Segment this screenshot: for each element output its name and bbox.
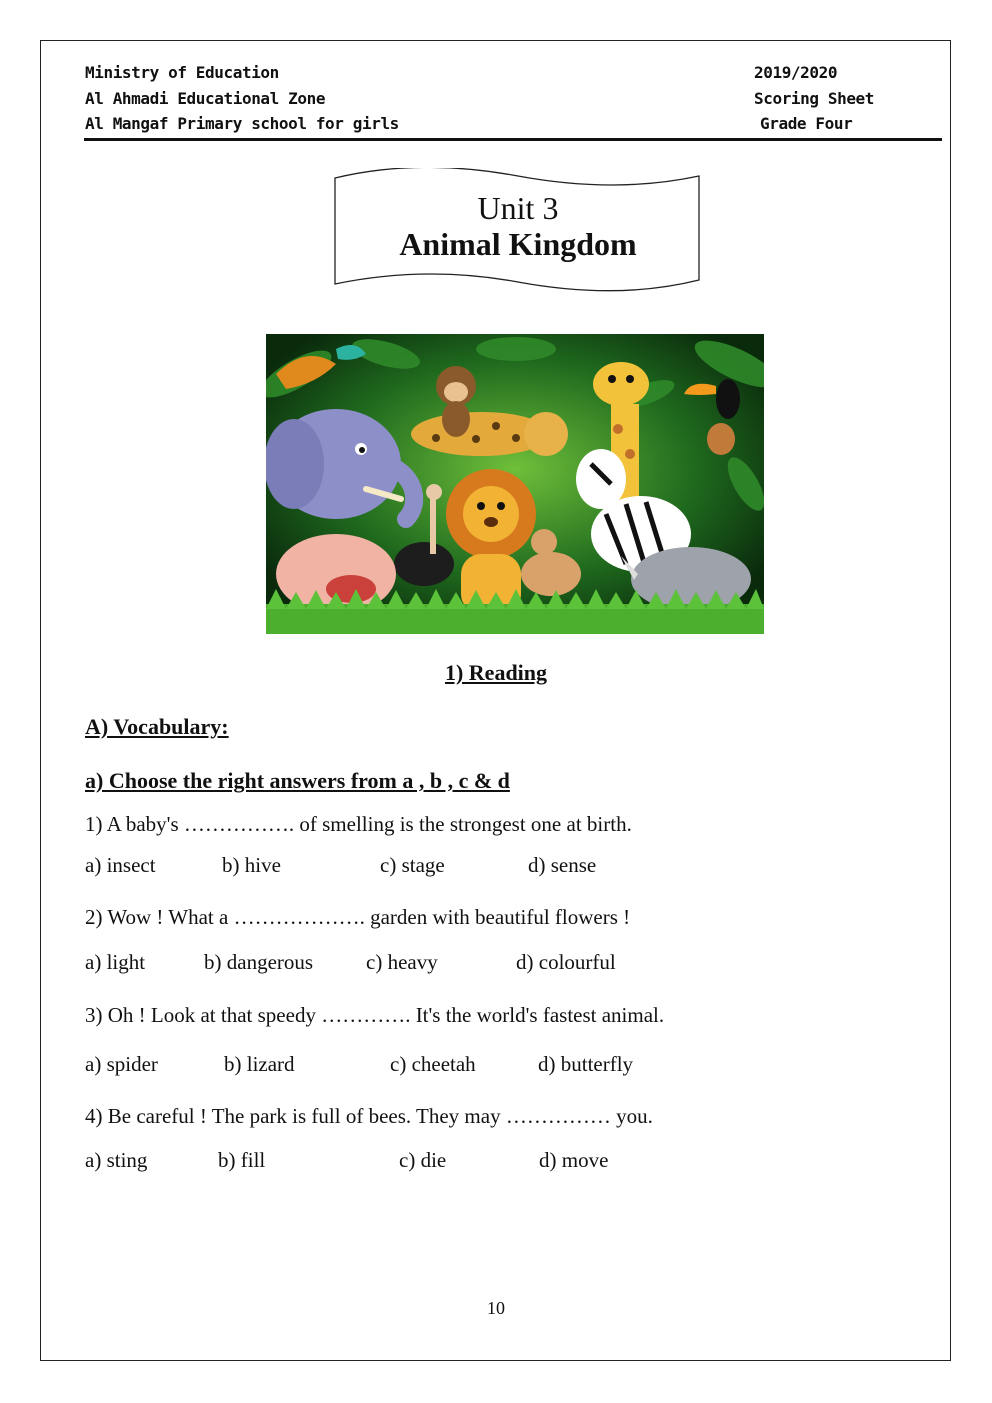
unit-title: Animal Kingdom [399,226,637,262]
q2-option-a[interactable]: a) light [85,950,146,974]
squirrel-icon [707,423,735,455]
question-2: 2) Wow ! What a ………………. garden with beautiful flowers ! [85,905,631,929]
q3-option-d[interactable]: d) butterfly [538,1052,634,1076]
q1-option-a[interactable]: a) insect [85,853,156,877]
vocabulary-heading: A) Vocabulary: [85,714,229,739]
header-sheet: Scoring Sheet [754,89,875,108]
page-number: 10 [487,1298,505,1318]
q4-option-c[interactable]: c) die [399,1148,447,1172]
header-year: 2019/2020 [754,63,838,82]
q4-option-b[interactable]: b) fill [218,1148,266,1172]
question-3: 3) Oh ! Look at that speedy …………. It's the world's fastest animal. [85,1003,665,1027]
header-grade: Grade Four [760,114,853,133]
q1-option-b[interactable]: b) hive [222,853,281,877]
header-ministry: Ministry of Education [85,63,279,82]
jungle-animals-illustration [266,334,764,634]
q2-option-b[interactable]: b) dangerous [204,950,314,974]
q3-option-a[interactable]: a) spider [85,1052,158,1076]
q3-option-c[interactable]: c) cheetah [390,1052,476,1076]
unit-label: Unit 3 [477,190,559,226]
question-1: 1) A baby's ……………. of smelling is the strongest one at birth. [85,812,632,836]
q2-option-d[interactable]: d) colourful [516,950,616,974]
q1-option-c[interactable]: c) stage [380,853,445,877]
leopard-icon [411,412,568,456]
q1-option-d[interactable]: d) sense [528,853,597,877]
q2-option-c[interactable]: c) heavy [366,950,438,974]
header-school: Al Mangaf Primary school for girls [85,114,399,133]
unit-banner [333,168,703,294]
header-zone: Al Ahmadi Educational Zone [85,89,326,108]
header-rule [84,138,942,141]
q4-option-d[interactable]: d) move [539,1148,609,1172]
q4-option-a[interactable]: a) sting [85,1148,148,1172]
q3-option-b[interactable]: b) lizard [224,1052,295,1076]
instruction-heading: a) Choose the right answers from a , b , c & d [85,768,510,793]
reading-heading: 1) Reading [444,660,548,685]
question-4: 4) Be careful ! The park is full of bees. They may …………… you. [85,1104,653,1128]
